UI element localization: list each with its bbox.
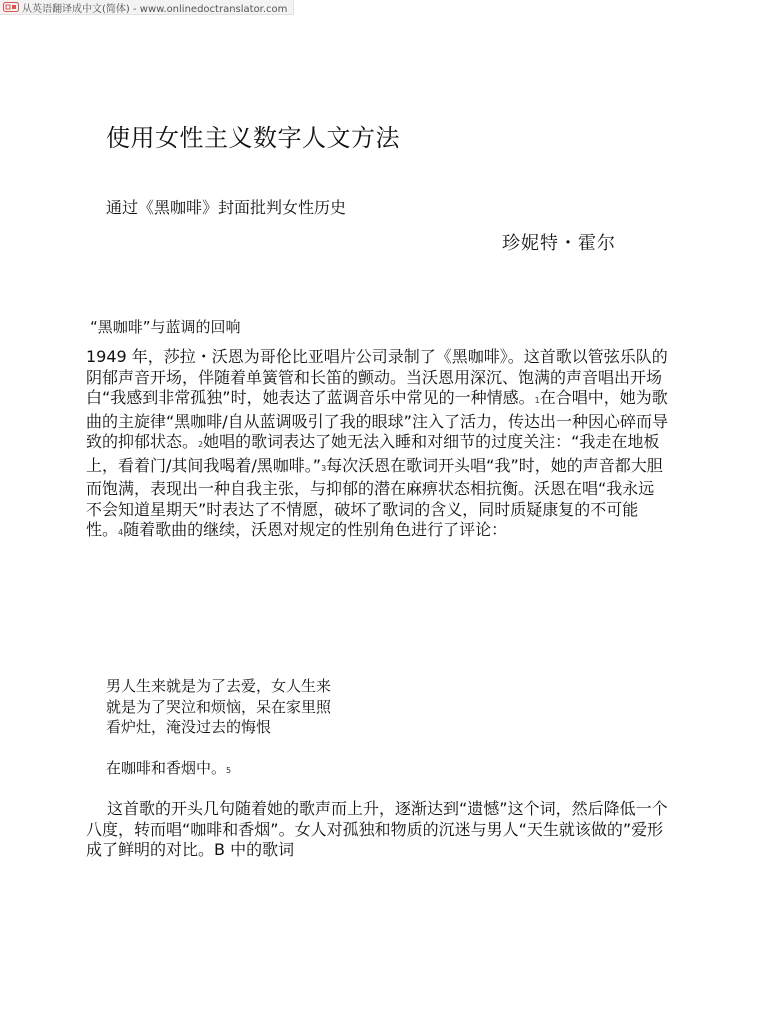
lyric-line: 看炉灶，淹没过去的悔恨 bbox=[106, 718, 272, 736]
translator-logo-icon bbox=[3, 2, 19, 12]
footnote-marker: 1 bbox=[534, 396, 540, 405]
paragraph-text: 每次沃恩在歌词开头唱“我”时，她的声音都大胆而饱满，表现出一种自我主张，与抑郁的潜在麻痹状态相抗衡。沃恩在唱“我永远不会知道星期天”时表达了不情愿，破坏了歌词的含义，同时质疑康复的不可能性。 bbox=[86, 455, 663, 539]
lyric-line: 男人生来就是为了去爱，女人生来 bbox=[106, 677, 332, 695]
translator-banner-text[interactable]: 从英语翻译成中文(简体) - www.onlinedoctranslator.com bbox=[22, 3, 288, 15]
song-lyrics-block bbox=[106, 676, 331, 738]
footnote-marker: 5 bbox=[226, 766, 232, 775]
paragraph-text: 她唱的歌词表达了她无法入睡和对细节的过度关注：“我走在地板上，看着门/其间我喝着/黑咖啡。” bbox=[86, 432, 660, 475]
lyric-last-line bbox=[106, 758, 231, 781]
document-subtitle: 通过《黑咖啡》封面批判女性历史 bbox=[106, 198, 347, 217]
lyric-line: 就是为了哭泣和烦恼，呆在家里照 bbox=[106, 697, 332, 716]
footnote-marker: 4 bbox=[118, 528, 124, 537]
translator-banner[interactable] bbox=[0, 0, 294, 15]
paragraph-text: 在合唱中，她为歌曲的主旋律“黑咖啡/自从蓝调吸引了我的眼球”注入了活力，传达出一种因心碎而导致的抑郁状态。 bbox=[86, 388, 668, 451]
lyric-line: 在咖啡和香烟中。 bbox=[106, 759, 227, 777]
body-paragraph-1 bbox=[86, 347, 668, 544]
section-heading: “黑咖啡”与蓝调的回响 bbox=[90, 318, 241, 336]
body-paragraph-2: 这首歌的开头几句随着她的歌声而上升，逐渐达到“遗憾”这个词，然后降低一个八度，转而唱“咖啡和香烟”。女人对孤独和物质的沉迷与男人“天生就该做的”爱形成了鲜明的对比。B 中的歌词 bbox=[86, 799, 668, 859]
footnote-marker: 2 bbox=[198, 440, 204, 449]
paragraph-text: 1949 年，莎拉・沃恩为哥伦比亚唱片公司录制了《黑咖啡》。这首歌以管弦乐队的阴郁声音开场，伴随着单簧管和长笛的颤动。当沃恩用深沉、饱满的声音唱出开场白“我感到非常孤独”时，她表达了蓝调音乐中常见的一种情感。 bbox=[86, 347, 668, 407]
paragraph-text: 随着歌曲的继续，沃恩对规定的性别角色进行了评论： bbox=[123, 520, 508, 539]
footnote-marker: 3 bbox=[321, 463, 327, 473]
document-title: 使用女性主义数字人文方法 bbox=[106, 124, 400, 152]
document-author: 珍妮特・霍尔 bbox=[502, 233, 616, 254]
